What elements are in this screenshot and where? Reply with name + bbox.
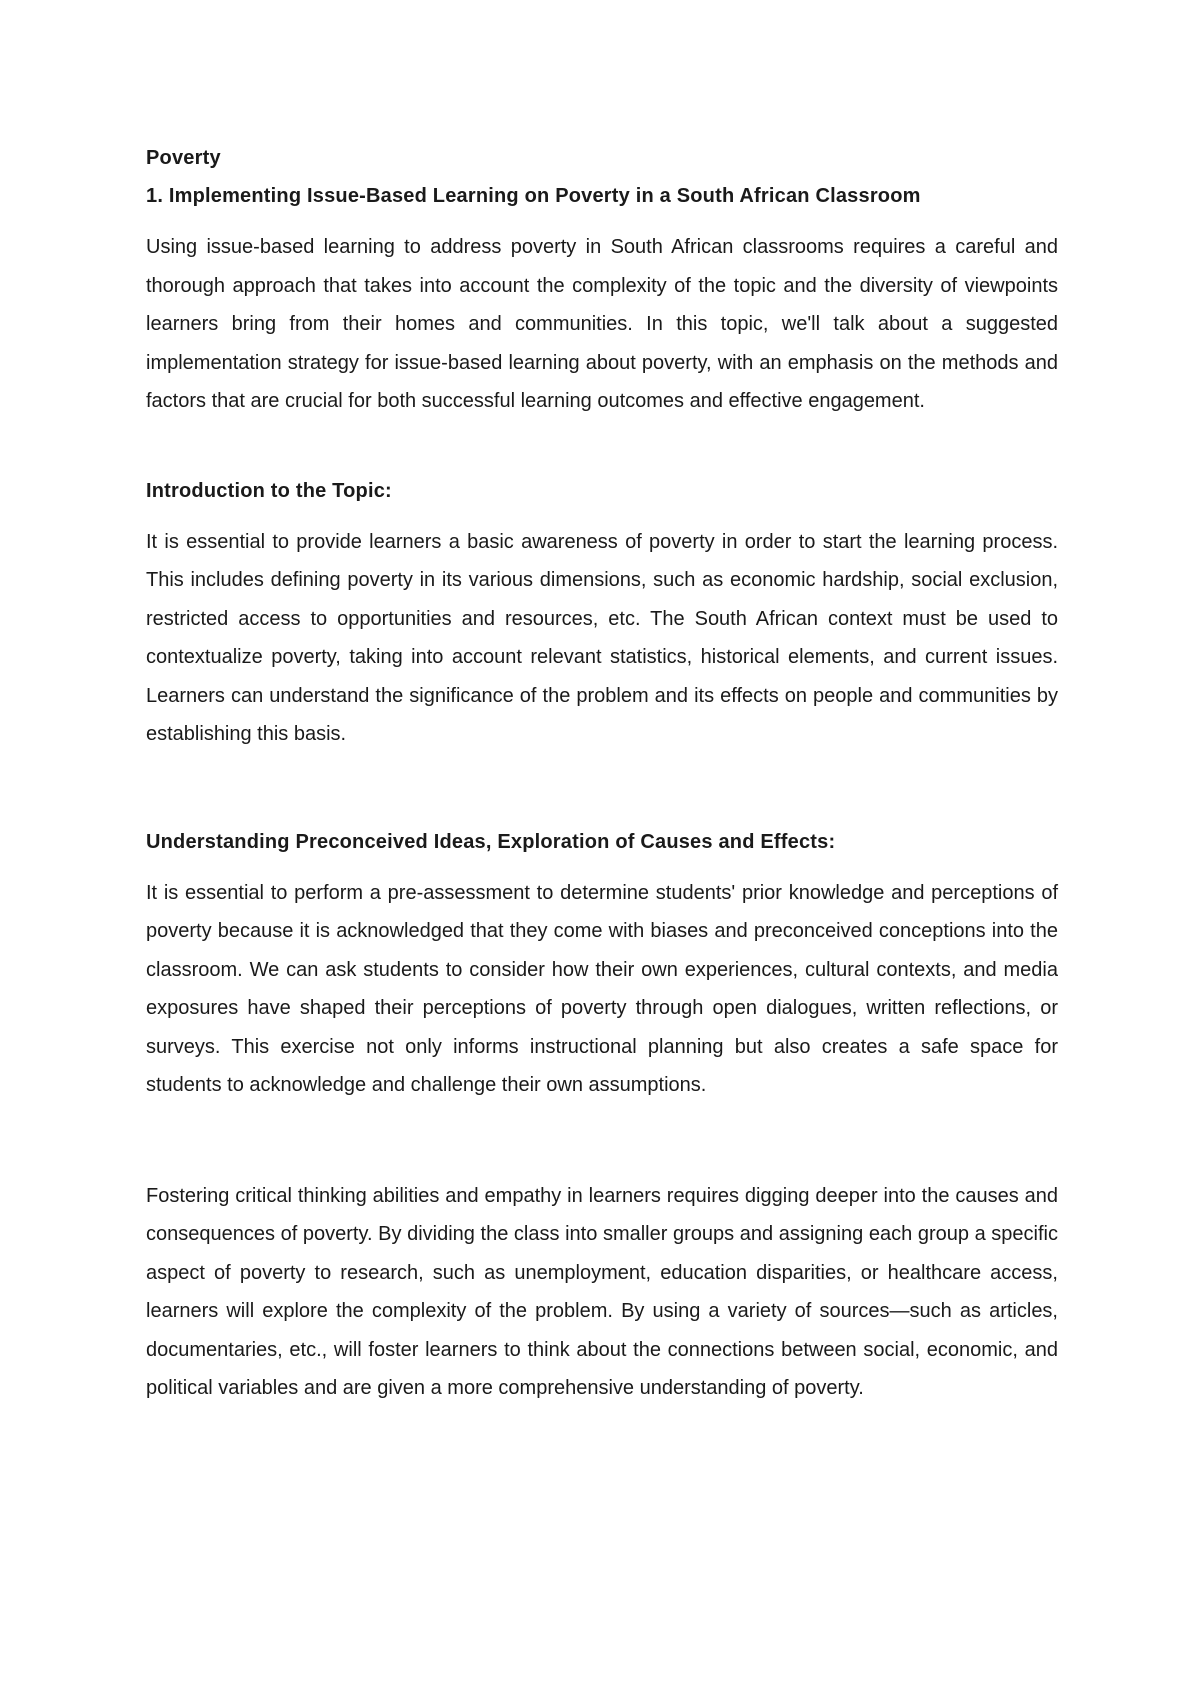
section-paragraph-preconceived-ideas: It is essential to perform a pre-assessment to determine students' prior knowledge and perceptions of poverty because it is acknowledged that they come with biases and preconceived conceptions into the classroom. We can ask students to consider how their own experiences, cultural contexts, and media exposures have shaped their perceptions of poverty through open dialogues, written reflections, or surveys. This exercise not only informs instructional planning but also creates a safe space for students to acknowledge and challenge their own assumptions. bbox=[146, 881, 1058, 1096]
closing-paragraph: Fostering critical thinking abilities and empathy in learners requires digging deeper into the causes and consequences of poverty. By dividing the class into smaller groups and assigning each group a specific aspect of poverty to research, such as unemployment, education disparities, or healthcare access, learners will explore the complexity of the problem. By using a variety of sources—such as articles, documentaries, etc., will foster learners to think about the connections between social, economic, and political variables and are given a more comprehensive understanding of poverty. bbox=[146, 1184, 1058, 1399]
document-title: Poverty bbox=[146, 147, 221, 169]
section-heading-introduction: Introduction to the Topic: bbox=[146, 479, 392, 502]
intro-paragraph: Using issue-based learning to address poverty in South African classrooms requires a careful and thorough approach that takes into account the complexity of the topic and the diversity of viewpoints learners bring from their homes and communities. In this topic, we'll talk about a suggested implementation strategy for issue-based learning about poverty, with an emphasis on the methods and factors that are crucial for both successful learning outcomes and effective engagement. bbox=[146, 236, 1058, 412]
section-paragraph-introduction: It is essential to provide learners a basic awareness of poverty in order to start the learning process. This includes defining poverty in its various dimensions, such as economic hardship, social exclusion, restricted access to opportunities and resources, etc. The South African context must be used to contextualize poverty, taking into account relevant statistics, historical elements, and current issues. Learners can understand the significance of the problem and its effects on people and communities by establishing this basis. bbox=[146, 530, 1058, 745]
document-body bbox=[146, 146, 1058, 1408]
section-heading-preconceived-ideas: Understanding Preconceived Ideas, Exploration of Causes and Effects: bbox=[146, 830, 836, 853]
main-heading: 1. Implementing Issue-Based Learning on Poverty in a South African Classroom bbox=[146, 185, 921, 207]
